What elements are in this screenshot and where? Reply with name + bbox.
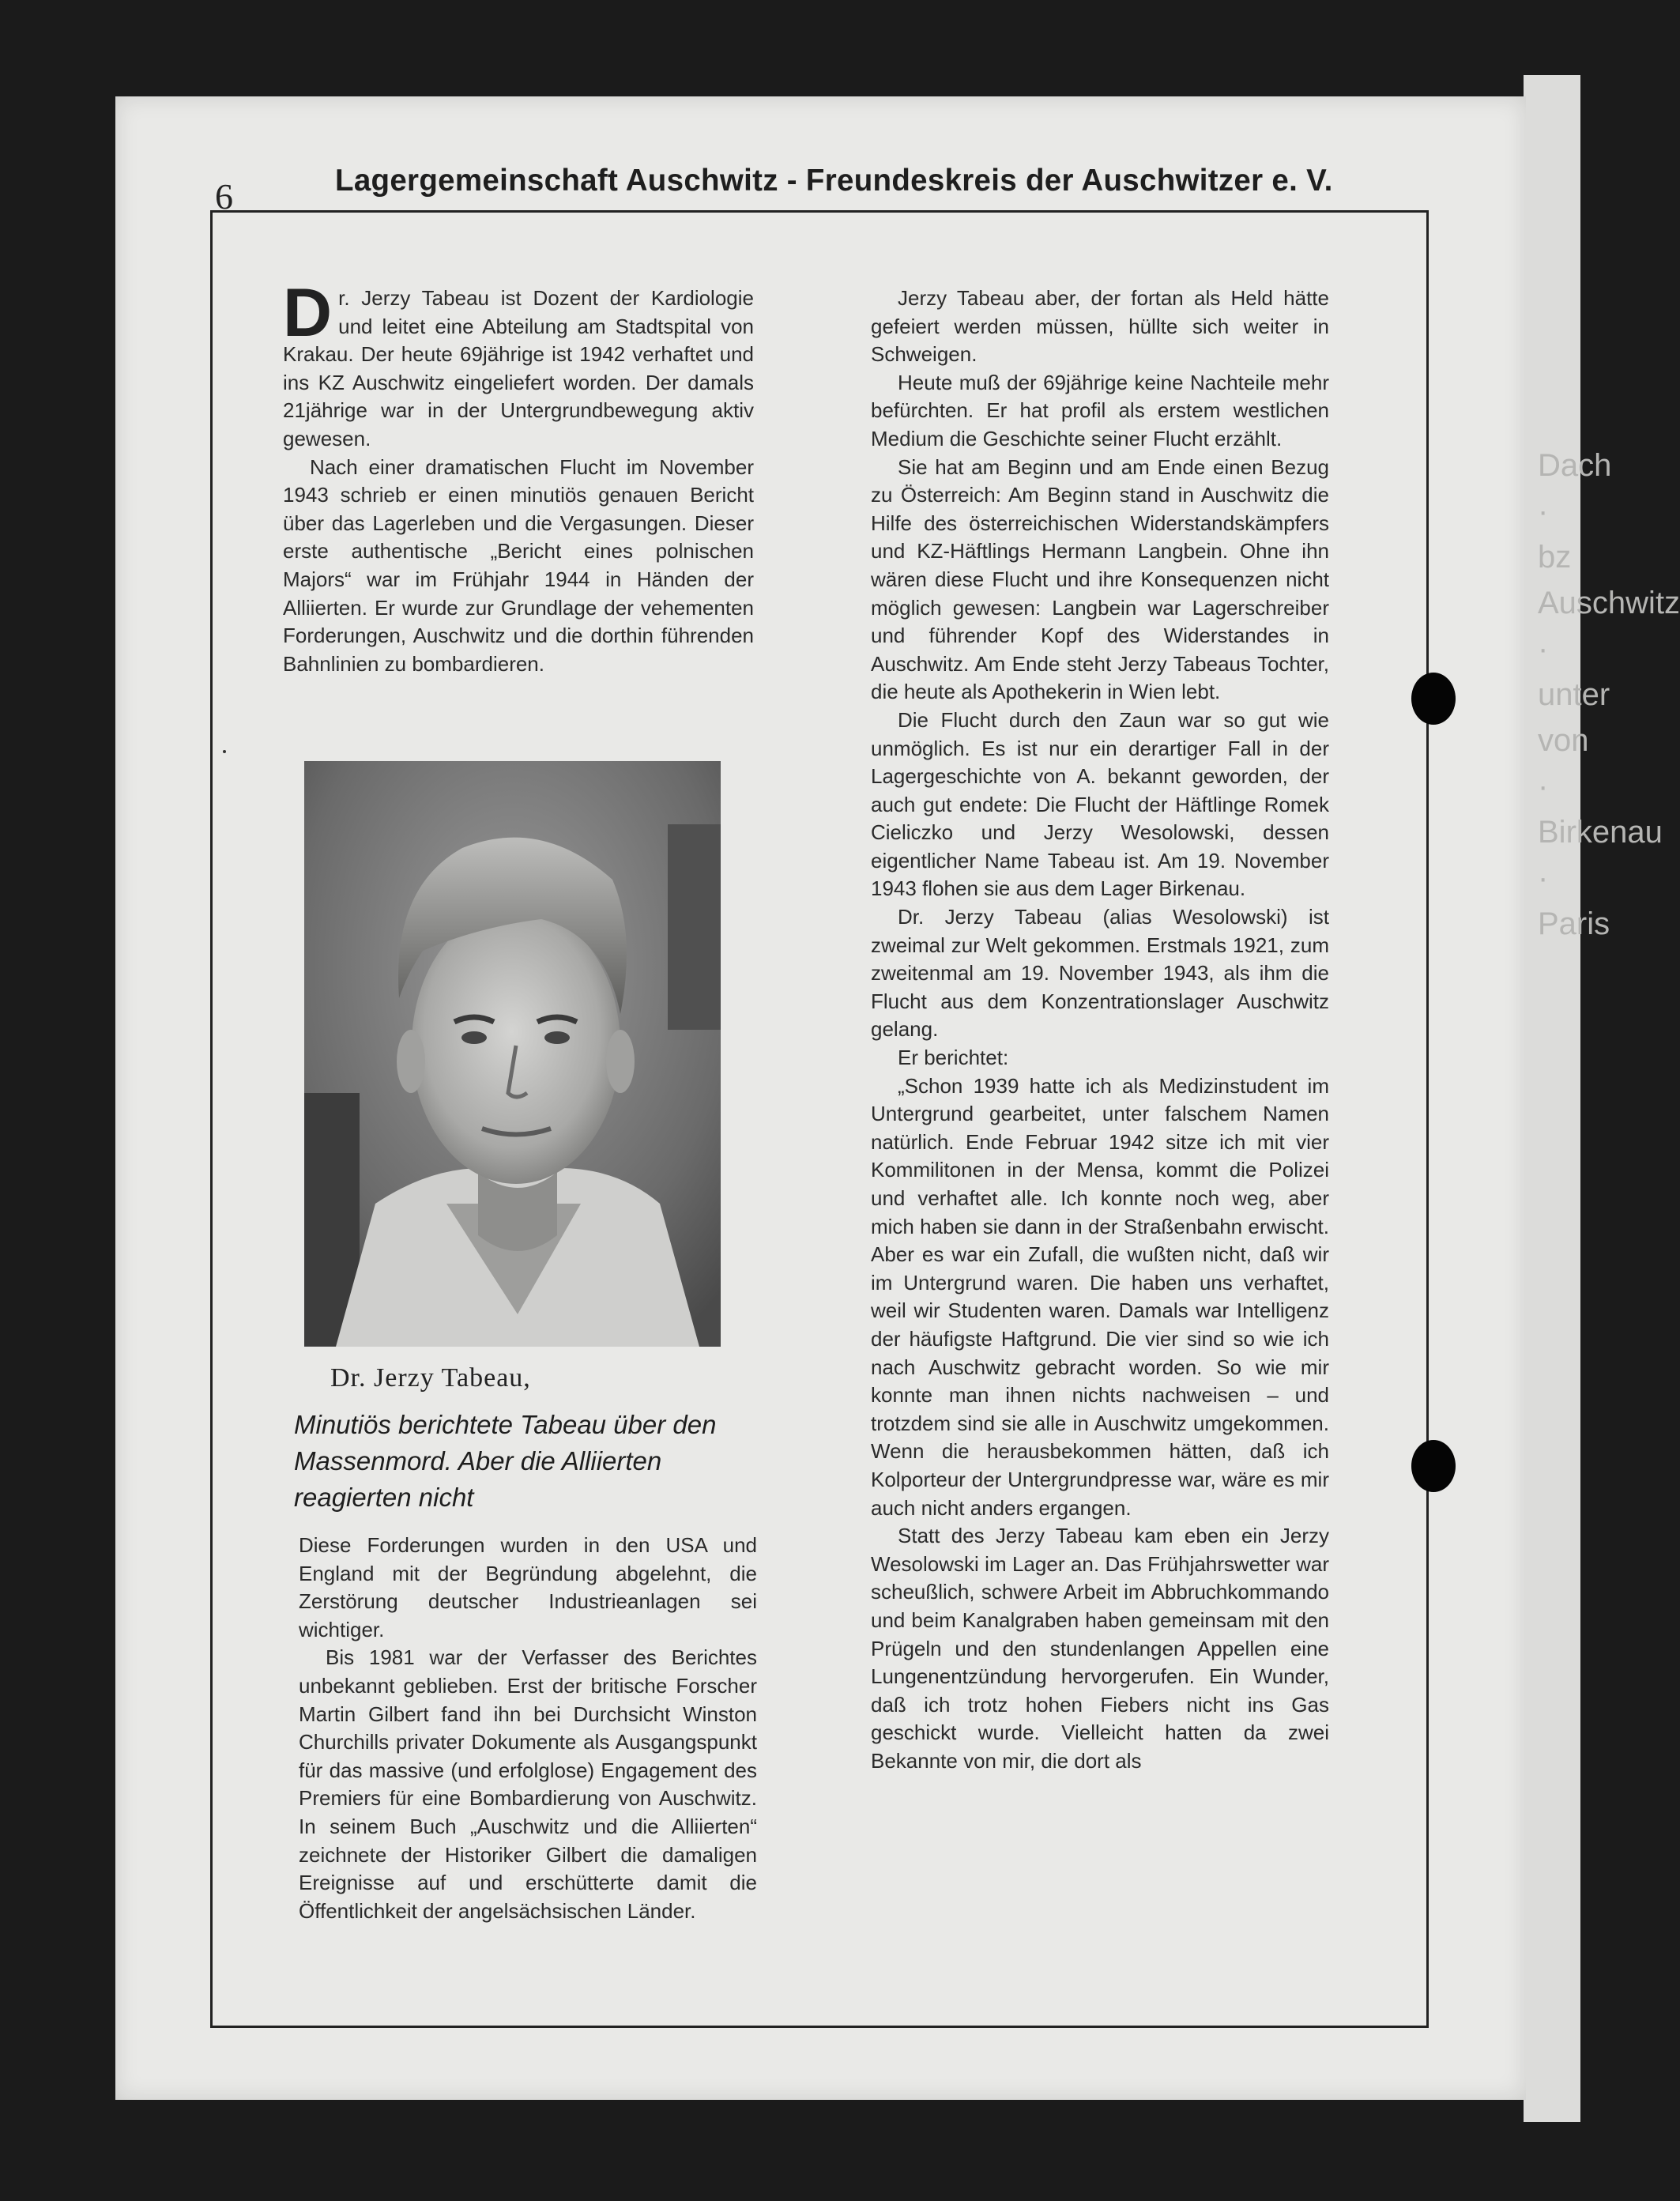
article-paragraph: Dr. Jerzy Tabeau (alias Wesolowski) ist zweimal zur Welt gekommen. Erstmals 1921, zum zweitenmal am 19. November 1943, als ihm die Flucht aus dem Konzentrationslager Auschwitz gelang. — [871, 905, 1329, 1042]
punch-hole — [1411, 1440, 1456, 1492]
article-paragraph: Heute muß der 69jährige keine Nachteile mehr befürchten. Er hat profil als erstem westlichen Medium die Geschichte seiner Flucht erzählt. — [871, 370, 1329, 450]
article-paragraph: Bis 1981 war der Verfasser des Berichtes unbekannt geblieben. Erst der britische Forscher Martin Gilbert fand ihn bei Durchsicht Winston Churchills privater Dokumente als Ausgangspunkt für das massive (und erfolglose) Engagement des Premiers für eine Bombardierung von Auschwitz. In seinem Buch „Auschwitz und die Alliierten“ zeichnete der Historiker Gilbert die damaligen Ereignisse auf und erschütterte damit die Öffentlichkeit der angelsächsischen Länder. — [299, 1645, 757, 1923]
photo-caption: Dr. Jerzy Tabeau, — [330, 1363, 531, 1393]
article-quote: „Schon 1939 hatte ich als Medizinstudent im Untergrund gearbeitet, unter falschem Namen natürlich. Ende Februar 1942 sitze ich mit vier Kommilitonen in der Mensa, kommt die Polizei und verhaftet alle. Ich konnte noch weg, aber mich haben sie dann in der Straßenbahn erwischt. Aber es war ein Zufall, die wußten nicht, daß wir im Untergrund waren. Die haben uns verhaftet, weil wir Studenten waren. Damals war Intelligenz der häufigste Haftgrund. Die vier sind so wie ich nach Auschwitz gebracht worden. So wie mir konnte man ihnen nichts nachweisen – und trotzdem sind sie alle in Auschwitz umgekommen. Wenn die herausbekommen hätten, daß ich Kolporteur der Untergrundpresse war, wäre es mir auch nicht anders ergangen. — [871, 1073, 1329, 1520]
article-paragraph: Jerzy Tabeau aber, der fortan als Held hätte gefeiert werden müssen, hüllte sich weiter in Schweigen. — [871, 286, 1329, 367]
article-right-column — [871, 285, 1329, 1775]
article-paragraph: Sie hat am Beginn und am Ende einen Bezug zu Österreich: Am Beginn stand in Auschwitz die Hilfe des österreichischen Widerstandskämpfers und KZ-Häftlings Hermann Langbein. Ohne ihn wären diese Flucht und ihre Konsequenzen nicht möglich gewesen: Langbein war Lagerschreiber und führender Kopf des Widerstandes in Auschwitz. Am Ende steht Jerzy Tabeaus Tochter, die heute als Apothekerin in Wien lebt. — [871, 454, 1329, 704]
article-paragraph: Diese Forderungen wurden in den USA und England mit der Begründung abgelehnt, die Zerstörung deutscher Industrieanlagen sei wichtiger. — [299, 1533, 757, 1641]
intro-text: r. Jerzy Tabeau ist Dozent der Kardiologie und leitet eine Abteilung am Stadtspital von Krakau. Der heute 69jährige ist 1942 verhaftet und ins KZ Auschwitz eingeliefert worden. Der damals 21jährige war in der Untergrundbewegung aktiv gewesen. — [283, 286, 754, 450]
article-paragraph: Er berichtet: — [898, 1046, 1009, 1070]
article-left-lower-column — [299, 1532, 757, 1925]
drop-cap: D — [283, 275, 333, 351]
article-quote: Statt des Jerzy Tabeau kam eben ein Jerzy Wesolowski im Lager an. Das Frühjahrswetter war scheußlich, schwere Arbeit im Abbruchkommando und beim Kanalgraben haben gemeinsam mit den Prügeln und den stundenlangen Appellen eine Lungenentzündung hervorgerufen. Ein Wunder, daß ich trotz hohen Fiebers nicht ins Gas geschickt wurde. Vielleicht hatten da zwei Bekannte von mir, die dort als — [871, 1524, 1329, 1773]
adjacent-page-text: Dach · bz Auschwitz · unter von · Birkenau · Paris — [1538, 448, 1680, 941]
article-paragraph: Nach einer dramatischen Flucht im November 1943 schrieb er einen minutiös genauen Bericht über das Lagerleben und die Vergasungen. Dieser erste authentische „Bericht eines polnischen Majors“ war im Frühjahr 1944 in Händen der Alliierten. Er wurde zur Grundlage der vehementen Forderungen, Auschwitz und die dorthin führenden Bahnlinien zu bombardieren. — [283, 454, 754, 676]
punch-hole — [1411, 673, 1456, 725]
portrait-photo-image — [304, 761, 721, 1347]
article-subheadline: Minutiös berichtete Tabeau über den Massenmord. Aber die Alliierten reagierten nicht — [294, 1410, 717, 1512]
page-header-title: Lagergemeinschaft Auschwitz - Freundeskreis der Auschwitzer e. V. — [335, 164, 1333, 198]
intro-paragraph — [283, 275, 754, 454]
article-paragraph: Die Flucht durch den Zaun war so gut wie unmöglich. Es ist nur ein derartiger Fall in der Lagergeschichte von A. bekannt geworden, der auch gut endete: Die Flucht der Häftlinge Romek Cieliczko und Jerzy Wesolowski, dessen eigentlicher Name Tabeau ist. Am 19. November 1943 flohen sie aus dem Lager Birkenau. — [871, 707, 1329, 901]
portrait-photo — [304, 761, 721, 1347]
page-number: 6 — [215, 176, 233, 217]
print-speck — [223, 750, 226, 753]
article-left-column — [283, 275, 754, 678]
